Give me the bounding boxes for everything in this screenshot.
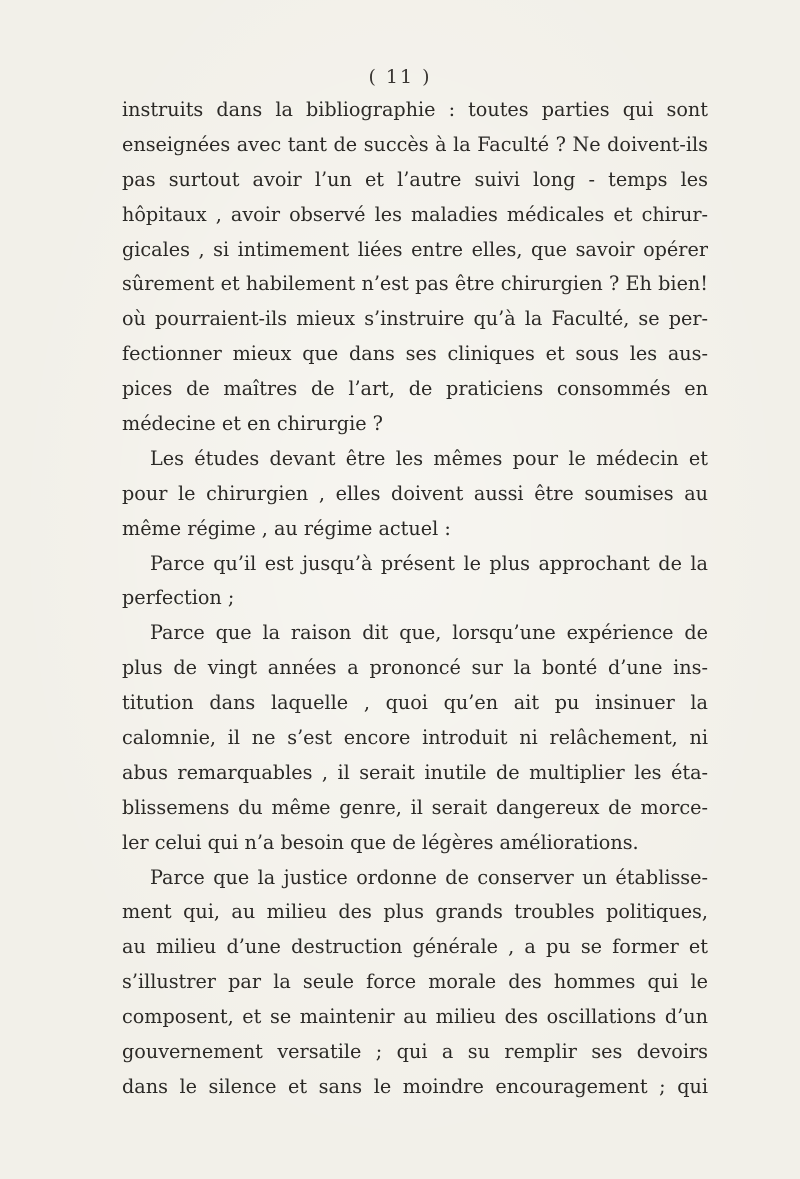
text-line: abus remarquables , il serait inutile de multiplier les éta- (122, 760, 708, 784)
text-line: titution dans laquelle , quoi qu’en ait pu insinuer la (122, 691, 708, 715)
text-line: hôpitaux , avoir observé les maladies médicales et chirur- (122, 202, 708, 226)
paragraph-start: Les études devant être les mêmes pour le médecin et (150, 446, 708, 470)
text-line: ler celui qui n’a besoin que de légères améliorations. (122, 830, 639, 854)
text-line: ment qui, au milieu des plus grands troubles politiques, (122, 900, 708, 924)
text-line: pices de maîtres de l’art, de praticiens consommés en (122, 377, 708, 401)
paragraph-start: Parce qu’il est jusqu’à présent le plus approchant de la (150, 551, 708, 575)
text-line: plus de vingt années a prononcé sur la bonté d’une ins- (122, 656, 708, 680)
text-line: où pourraient-ils mieux s’instruire qu’à la Faculté, se per- (122, 307, 708, 331)
text-line: enseignées avec tant de succès à la Faculté ? Ne doivent-ils (122, 132, 708, 156)
text-line: blissemens du même genre, il serait dangereux de morce- (122, 795, 708, 819)
text-line: fectionner mieux que dans ses cliniques et sous les aus- (122, 342, 708, 366)
paragraph-start: Parce que la justice ordonne de conserver un établisse- (150, 865, 708, 889)
text-line: instruits dans la bibliographie : toutes parties qui sont (122, 98, 708, 121)
text-line: gicales , si intimement liées entre elles, que savoir opérer (122, 237, 708, 261)
text-line: au milieu d’une destruction générale , a pu se former et (122, 935, 708, 959)
text-line: pour le chirurgien , elles doivent aussi être soumises au (122, 481, 708, 505)
text-line: dans le silence et sans le moindre encouragement ; qui (122, 1074, 708, 1098)
text-line: perfection ; (122, 586, 235, 610)
text-line: s’illustrer par la seule force morale des hommes qui le (122, 970, 708, 994)
text-line: pas surtout avoir l’un et l’autre suivi long - temps les (122, 167, 708, 191)
text-line: sûrement et habilement n’est pas être chirurgien ? Eh bien! (122, 272, 708, 296)
body-text (122, 93, 708, 1105)
text-line: calomnie, il ne s’est encore introduit ni relâchement, ni (122, 726, 708, 750)
text-line: gouvernement versatile ; qui a su remplir ses devoirs (122, 1040, 708, 1064)
text-line: même régime , au régime actuel : (122, 516, 451, 540)
text-line: médecine et en chirurgie ? (122, 412, 383, 436)
paragraph-start: Parce que la raison dit que, lorsqu’une expérience de (150, 621, 708, 645)
text-line: composent, et se maintenir au milieu des oscillations d’un (122, 1005, 708, 1029)
page-number: ( 11 ) (368, 66, 432, 88)
